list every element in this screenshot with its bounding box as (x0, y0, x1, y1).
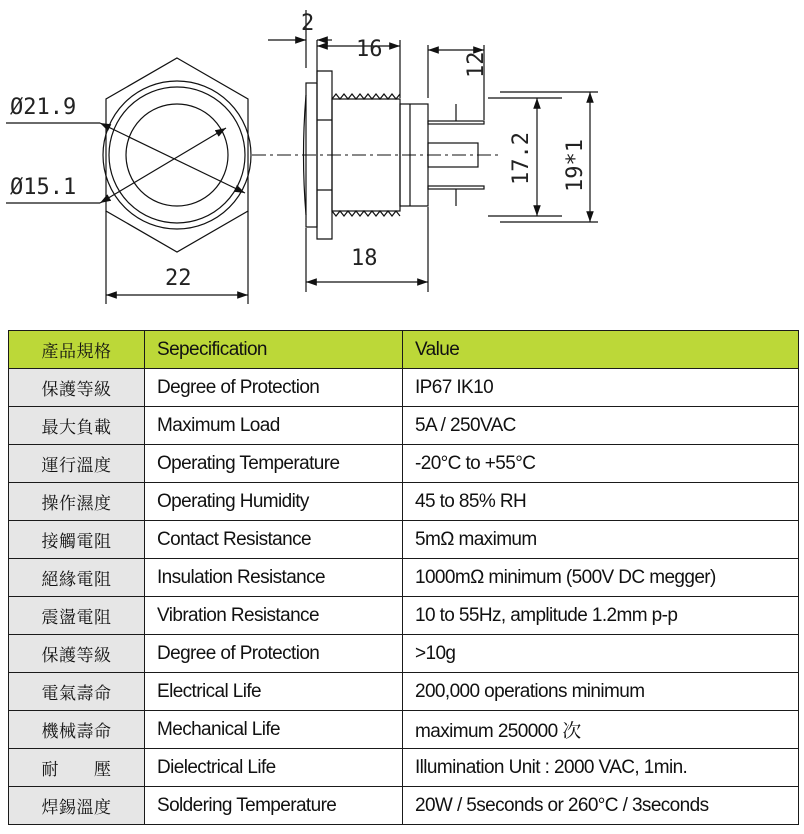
header-spec: Sepecification (145, 331, 403, 369)
table-row (9, 483, 799, 521)
flange-label: 2 (301, 11, 315, 36)
table-row (9, 749, 799, 787)
spec-value-cell: 5mΩ maximum (403, 521, 799, 559)
spec-name-cell: Maximum Load (145, 407, 403, 445)
thread-teeth-top (332, 94, 400, 99)
spec-name-cell: Operating Temperature (145, 445, 403, 483)
spec-value-cell: 200,000 operations minimum (403, 673, 799, 711)
width-label: 22 (165, 266, 192, 291)
table-row (9, 407, 799, 445)
spec-name-cell: Vibration Resistance (145, 597, 403, 635)
header-zh: 產品規格 (9, 331, 145, 369)
spec-value-cell: 20W / 5seconds or 260°C / 3seconds (403, 787, 799, 825)
spec-name-cell: Mechanical Life (145, 711, 403, 749)
terminal-top (428, 121, 484, 124)
inner-diameter-arrow-line (100, 128, 226, 203)
terminal-length-label: 12 (464, 51, 489, 78)
table-row (9, 369, 799, 407)
table-row (9, 559, 799, 597)
spec-value-cell: maximum 250000 次 (403, 711, 799, 749)
outer-diameter-label: Ø21.9 (10, 95, 77, 120)
thread-length-label: 18 (351, 246, 378, 271)
spec-name-cell: Contact Resistance (145, 521, 403, 559)
body-length-label: 16 (356, 37, 383, 62)
button-face-circle (126, 104, 228, 206)
table-row (9, 445, 799, 483)
spec-zh-cell: 操作濕度 (9, 483, 145, 521)
spec-name-cell: Soldering Temperature (145, 787, 403, 825)
spec-table-container (8, 330, 798, 825)
spec-zh-cell: 保護等級 (9, 369, 145, 407)
terminal-bottom (428, 186, 484, 189)
inner-diameter-label: Ø15.1 (10, 175, 77, 200)
bezel-mid-circle (109, 87, 245, 223)
spec-zh-cell: 接觸電阻 (9, 521, 145, 559)
thread-spec-label: 19*1 (563, 139, 588, 192)
bezel-outer-circle (103, 81, 251, 229)
spec-name-cell: Degree of Protection (145, 369, 403, 407)
spec-value-cell: Illumination Unit : 2000 VAC, 1min. (403, 749, 799, 787)
terminal-spacing-label: 17.2 (509, 132, 534, 185)
spec-zh-cell: 運行溫度 (9, 445, 145, 483)
spec-zh-cell: 焊錫溫度 (9, 787, 145, 825)
spec-value-cell: -20°C to +55°C (403, 445, 799, 483)
spec-zh-cell: 最大負載 (9, 407, 145, 445)
spec-value-cell: IP67 IK10 (403, 369, 799, 407)
table-row (9, 597, 799, 635)
spec-zh-cell: 機械壽命 (9, 711, 145, 749)
spec-value-cell: >10g (403, 635, 799, 673)
spec-zh-cell: 絕緣電阻 (9, 559, 145, 597)
spec-zh-cell: 震盪電阻 (9, 597, 145, 635)
header-value: Value (403, 331, 799, 369)
spec-name-cell: Insulation Resistance (145, 559, 403, 597)
dimension-drawing-svg (0, 0, 608, 320)
technical-drawing (0, 0, 608, 320)
spec-zh-cell: 保護等級 (9, 635, 145, 673)
spec-zh-cell: 電氣壽命 (9, 673, 145, 711)
table-row (9, 711, 799, 749)
spec-name-cell: Operating Humidity (145, 483, 403, 521)
spec-value-cell: 10 to 55Hz, amplitude 1.2mm p-p (403, 597, 799, 635)
table-row (9, 673, 799, 711)
spec-table (8, 330, 799, 825)
table-row (9, 635, 799, 673)
spec-name-cell: Degree of Protection (145, 635, 403, 673)
table-header-row (9, 331, 799, 369)
table-row (9, 787, 799, 825)
spec-zh-cell: 耐 壓 (9, 749, 145, 787)
thread-teeth-bottom (332, 211, 400, 216)
spec-name-cell: Electrical Life (145, 673, 403, 711)
spec-value-cell: 45 to 85% RH (403, 483, 799, 521)
table-row (9, 521, 799, 559)
spec-name-cell: Dielectrical Life (145, 749, 403, 787)
spec-value-cell: 5A / 250VAC (403, 407, 799, 445)
spec-value-cell: 1000mΩ minimum (500V DC megger) (403, 559, 799, 597)
